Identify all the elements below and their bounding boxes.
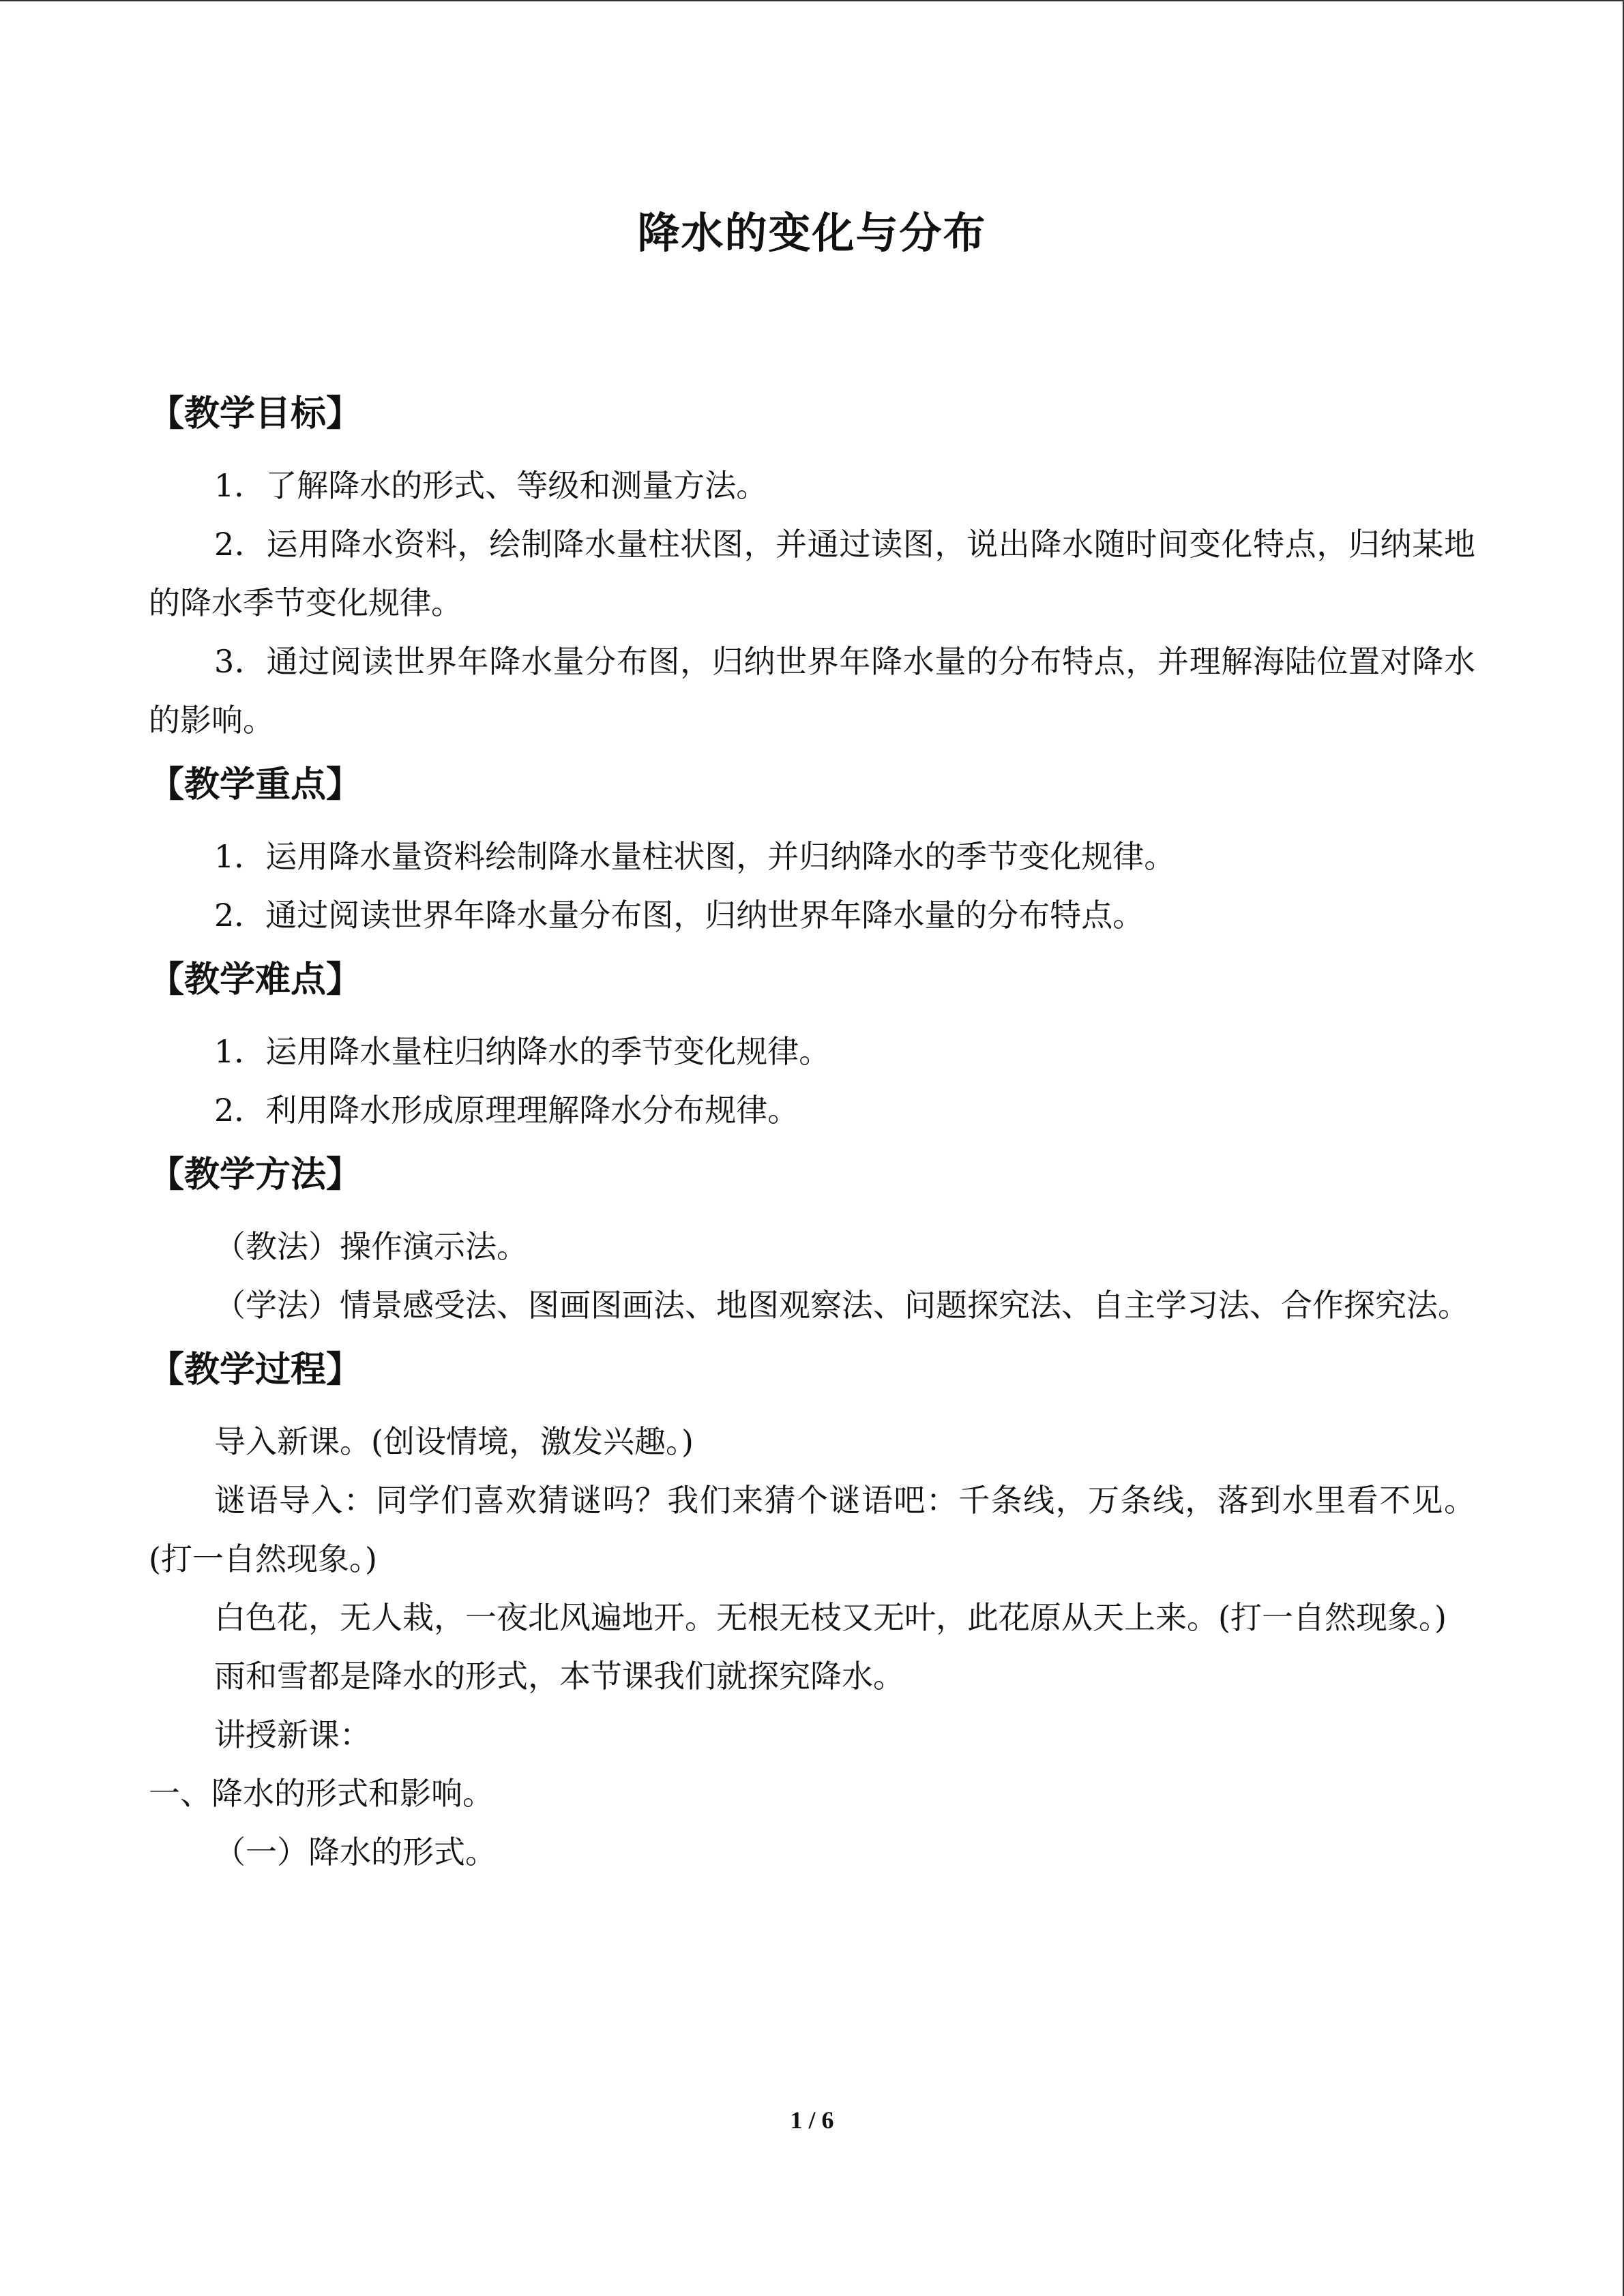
document-body [149, 378, 1475, 1881]
method-teaching: （教法）操作演示法。 [214, 1228, 528, 1265]
outline-subheading-1: （一）降水的形式。 [214, 1834, 497, 1870]
process-new-lesson: 讲授新课： [214, 1716, 371, 1753]
process-riddle-1: 谜语导入：同学们喜欢猜谜吗？我们来猜个谜语吧：千条线，万条线，落到水里看不见。(打一自然现象。) [149, 1482, 1475, 1577]
process-riddle-2: 白色花，无人栽，一夜北风遍地开。无根无枝又无叶，此花原从天上来。(打一自然现象。) [214, 1599, 1447, 1636]
section-heading-difficulties: 【教学难点】 [149, 959, 362, 1000]
process-intro: 导入新课。(创设情境，激发兴趣。) [214, 1423, 694, 1460]
difficulty-item-1: 1．运用降水量柱归纳降水的季节变化规律。 [214, 1033, 831, 1070]
outline-heading-1: 一、降水的形式和影响。 [149, 1775, 494, 1812]
section-heading-methods: 【教学方法】 [149, 1154, 362, 1195]
page-number: 1 / 6 [790, 2106, 834, 2134]
section-heading-process: 【教学过程】 [149, 1350, 362, 1390]
section-heading-objectives: 【教学目标】 [149, 393, 362, 434]
objective-item-3: 3．通过阅读世界年降水量分布图，归纳世界年降水量的分布特点，并理解海陆位置对降水的影响。 [149, 643, 1475, 739]
section-heading-key-points: 【教学重点】 [149, 764, 362, 805]
page-title: 降水的变化与分布 [637, 208, 987, 258]
process-transition: 雨和雪都是降水的形式，本节课我们就探究降水。 [214, 1658, 904, 1695]
difficulty-item-2: 2．利用降水形成原理理解降水分布规律。 [214, 1092, 799, 1129]
objective-item-1: 1．了解降水的形式、等级和测量方法。 [214, 467, 768, 504]
key-point-item-2: 2．通过阅读世界年降水量分布图，归纳世界年降水量的分布特点。 [214, 897, 1145, 934]
objective-item-2: 2．运用降水资料，绘制降水量柱状图，并通过读图，说出降水随时间变化特点，归纳某地的降水季节变化规律。 [149, 526, 1475, 621]
method-learning: （学法）情景感受法、图画图画法、地图观察法、问题探究法、自主学习法、合作探究法。 [214, 1287, 1469, 1324]
key-point-item-1: 1．运用降水量资料绘制降水量柱状图，并归纳降水的季节变化规律。 [214, 838, 1176, 875]
